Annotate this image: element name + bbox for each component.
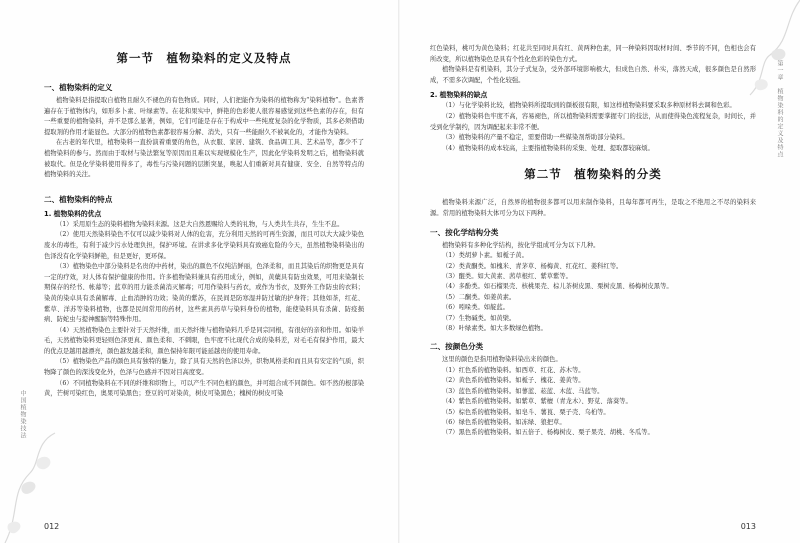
right-page	[400, 0, 800, 543]
paragraph: 植物染料有多种化学结构，按化学组成可分为以下几种。	[442, 241, 600, 249]
heading-disadvantages: 2. 植物染料的缺点	[430, 91, 488, 100]
heading-advantages: 1. 植物染料的优点	[44, 209, 102, 218]
list-item: （1）与化学染料比较，植物染料所提取到的颜板很有限，如这样植物染料要采取多种原材料去调和色彩。	[442, 102, 736, 110]
list-item: （3）植物染料的产量不稳定，需要借助一些媒染剂帮助部分染料。	[442, 134, 629, 142]
list-item: （4）多酚类。如石榴果壳、核桃果壳、棕儿茶树皮黑、栗树皮黑、杨梅树皮黑等。	[442, 283, 673, 291]
list-item: （2）黄色系的植物染料。如栀子、槐花、姜黄等。	[442, 377, 585, 385]
page-number-right: 013	[740, 522, 756, 531]
paragraph: 植物染料是指提取自植物且耐久不褪色的有色物质。同时，人们把能作为染料的植物称为“染料植物”。色素普遍存在于植物体内，如形多卜素、叶绿素等。在花和果实中，鲜艳的色彩使人很容易感觉到这些色素的存在，但有一些重要的植物染料，并不是那么显著，例如，它们可能是存在于构成中一些纯度复杂的化学物质，其多必须借助提取剂的作用才能显色。大部分的植物色素都很容易分解、消失，只有一些能耐久不被氧化的，才能作为染料。	[44, 97, 364, 136]
paragraph: 植物染料来源广泛，自然界的植物很多都可以用来制作染料，且每年都可再生，是取之不绝用之不尽的染料来源。常用的植物染料大体可分为以下两种。	[430, 199, 756, 217]
list-item: （6）不同植物染料在不同的纤维和织物上，可以产生不同色相的颜色，并可组合成不同颜色。如不然的根部染黄，芒树可染红色，奥果可染黑色；登豆的可对染黄，树皮可染黑色；槐树的树皮可染	[44, 379, 364, 398]
list-item: （6）吲哚类。如靛蓝。	[442, 304, 509, 312]
list-item: （3）蓝色系的植物染料。如蓼蓝、菘蓝、木蓝、马蓝等。	[442, 387, 604, 395]
list-item: （8）叶绿素类。如大多数绿色植物。	[442, 324, 547, 332]
heading-color: 二、按颜色分类	[430, 342, 484, 352]
list-item: （1）类胡萝卜素。如栀子黄。	[442, 252, 528, 260]
list-item: （6）绿色系的植物染料。如冻绿、狼把草。	[442, 419, 566, 426]
heading-chemical: 一、按化学结构分类	[430, 227, 499, 237]
heading-definition: 一、植物染料的定义	[44, 83, 113, 92]
page-number-left: 012	[44, 522, 60, 531]
list-item: （1）采用原生态的染料植物为染料来源。这是大自然恩赐给人类的礼物，与人类共生共存，生生不息。	[56, 220, 344, 228]
list-item: （2）植物染料色牢度不高，容易褪色，所以植物染料需要掌握专门的技法，从而使得染色流程复杂，时间长，并受到化学制约，因为调配起来非常不便。	[430, 112, 756, 131]
paragraph: 植物染料是有机染料，其分子式复杂，受外部环境影响极大，但成色自然、朴实，落然天成，很多颜色是自然形成，不需多次调配，个性化较强。	[430, 66, 756, 84]
list-item: （7）生物碱类。如黄檗。	[442, 314, 516, 322]
list-item: （5）棕色系的植物染料。如皂斗、薯莨、栗子壳、乌桕等。	[442, 408, 610, 416]
paragraph: 这里的颜色是指用植物染料染出来的颜色。	[442, 356, 562, 364]
section-title-1: 第一节 植物染料的定义及特点	[116, 51, 292, 65]
right-content	[430, 44, 756, 439]
list-item: （7）黑色系的植物染料。如五倍子、杨梅树皮、栗子果壳、胡桃、冬瓜等。	[442, 429, 654, 437]
left-side-label: 中国植物染技法	[19, 390, 26, 439]
list-item: （2）使用天然染料染色不仅可以减少染料对人体的危害，充分利用天然的可再生资源，而且可以大大减少染色废水的毒性，有利于减少污水处理负担，保护环境。在讲求多化学染料具有致癌危险的今天，虽然植物染料染出的色泽没有化学染料鲜艳，但是更好，更环保。	[44, 231, 364, 260]
ink-flower-decoration	[0, 413, 70, 543]
heading-features: 二、植物染料的特点	[44, 194, 113, 204]
list-item: （4）紫色系的植物染料。如紫草、紫檀（青龙木）、野苋、落葵等。	[442, 398, 632, 406]
list-item: （4）植物染料的成本较高，主要指植物染料的采集、处理、提取都较麻烦。	[442, 144, 654, 152]
paragraph: 在古老的年代里，植物染料一直扮演着重要的角色，从衣服、家居、建筑、食品调工具、艺术品等，都少不了植物染料的参与。然而由于取材与染法繁复等原因而且难以实现规模化生产，因此化学染料发明之后，植物染料就被取代。但是化学染料使用得多了，毒性与污染问题的层断突显，唤起人们重新对具有健康、安全、自然等特点的植物染料的关注。	[44, 139, 364, 179]
list-item: （5）植物染色产品的颜色具有独特的魅力，除了具有天然的色泽以外，织物风格柔和而且具有安定的气质，织物降了颜色的深浅变化外，色泽与色感并不因对目高度变。	[44, 358, 364, 377]
section-title-2: 第二节 植物染料的分类	[524, 167, 662, 182]
paragraph: 红色染料，桃可为黄色染料；红花共至同时具有红、黄两种色素，同一种染料因取材时间、季节的不同，色相也会有所改变，所以植物染色是具有个性化色彩的染色方式。	[430, 45, 756, 63]
list-item: （4）天然植物染色主要针对于天然纤维，而天然纤维与植物染料几乎是同宗同根，有很好的亲和作用。如染羊毛，天然植物染料更轻则色泽更真、颜色柔和、不刺眼，色牢度不比现代合成的染料差，对毛毛有保护作用，最大的优点是越用越漂亮，颜色越发越柔和，颜色保持年限可能延越贵的使用寿命。	[44, 326, 364, 355]
list-item: （5）二酮类。如姜黄素。	[442, 293, 516, 301]
list-item: （1）红色系的植物染料。如西草、红花、苏木等。	[442, 366, 585, 374]
list-item: （3）醌类。如大黄素、茜草根红、紫草紫等。	[442, 272, 572, 280]
left-content	[44, 38, 364, 400]
right-side-label: 第一章 植物染料的定义及特点	[776, 60, 783, 158]
list-item: （2）类黄酮类。如槐米、青茅草、杨梅黄、红花红、姜科红等。	[442, 262, 623, 270]
list-item: （3）植物染色中部分染料是名贵的中药材，染出的颜色不仅纯洁鲜丽，色泽柔和，而且其染后的织物更是具有一定的疗效，对人体有保护健康的作用。许多植物染料兼具有药用成分，例如，黄蘗具有防虫效果，可用来染制长期保存的经书、帐幕等；蓝草的用力能杀菌消灭解毒；可用作染料与药衣，或作为书衣，及野外工作防虫的衣料；染黄的染卓具有杀菌解毒、止血消肿的功效；染黄的紫苏，在民间是防寒湿并防过敏的护身符；其他如茶，红花、紫草、洋苏等染料植物，也都是民间常用的药材，这些素具药草与染料身份的植物，能使染料具有杀菌、防疫损病、防蛇虫与提神醒脑等特殊作用。	[44, 263, 364, 324]
